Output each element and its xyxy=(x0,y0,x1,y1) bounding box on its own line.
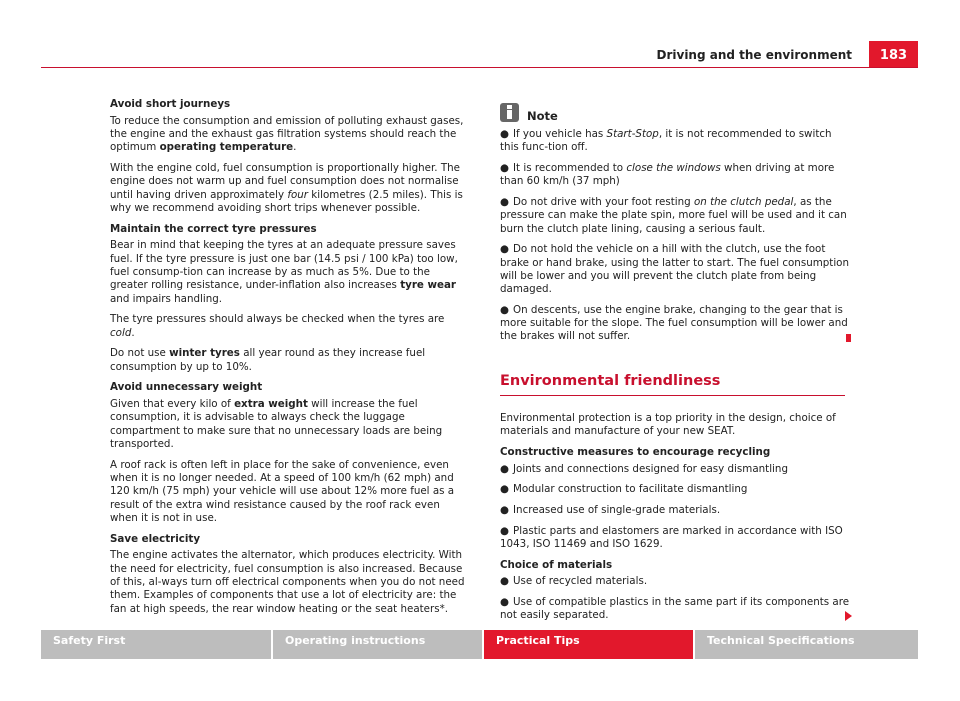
tab-operating-instructions[interactable]: Operating instructions xyxy=(273,630,484,659)
paragraph: The tyre pressures should always be checked when the tyres are cold. xyxy=(110,313,445,339)
heading-recycling: Constructive measures to encourage recycling xyxy=(500,445,771,458)
paragraph: A roof rack is often left in place for the sake of convenience, even when it is no longer needed. At a speed of 100 km/h (62 mph) and 120 km/h (75 mph) your vehicle will use about 12% more fuel as a result of the extra wind resistance caused by the roof rack even when it is not in use. xyxy=(110,458,455,524)
left-column xyxy=(110,98,465,623)
list-item: ● Joints and connections designed for easy dismantling xyxy=(500,462,788,475)
page-number: 183 xyxy=(869,41,918,67)
heading-unnecessary-weight: Avoid unnecessary weight xyxy=(110,381,263,394)
heading-save-electricity: Save electricity xyxy=(110,532,201,545)
paragraph: With the engine cold, fuel consumption is proportionally higher. The engine does not warm up and fuel consumption does not normalise until having driven approximately four kilometres (2.5 miles). This is why we recommend avoiding short trips whenever possible. xyxy=(110,162,463,214)
bullet: ● xyxy=(500,161,509,174)
list-item: ● Increased use of single-grade materials. xyxy=(500,503,721,516)
tab-practical-tips[interactable]: Practical Tips xyxy=(484,630,695,659)
bullet: ● xyxy=(500,195,509,208)
info-note-icon xyxy=(500,103,519,122)
heading-materials: Choice of materials xyxy=(500,558,613,571)
paragraph: Environmental protection is a top priority in the design, choice of materials and manufacture of your new SEAT. xyxy=(500,411,836,438)
tab-safety-first[interactable]: Safety First xyxy=(41,630,273,659)
right-column xyxy=(500,103,850,630)
bullet: ● xyxy=(500,243,509,256)
bullet: ● xyxy=(500,483,509,496)
paragraph: To reduce the consumption and emission of polluting exhaust gases, the engine and the exhaust gas filtration systems should reach the optimum operating temperature. xyxy=(110,114,464,154)
list-item: ● It is recommended to close the windows when driving at more than 60 km/h (37 mph) xyxy=(500,161,835,188)
bullet: ● xyxy=(500,575,509,588)
continue-arrow-icon xyxy=(845,611,852,621)
list-item: ● Do not hold the vehicle on a hill with the clutch, use the foot brake or hand brake, using the latter to start. The fuel consumption will be lower and you will prevent the clutch plate from being damaged. xyxy=(500,243,850,296)
list-item: ● Modular construction to facilitate dismantling xyxy=(500,483,748,496)
paragraph: Given that every kilo of extra weight will increase the fuel consumption, it is advisable to always check the luggage compartment to make sure that no unnecessary loads are being transported. xyxy=(110,398,443,450)
list-item: ● On descents, use the engine brake, changing to the gear that is more suitable for the slope. The fuel consumption will be lower and the brakes will not suffer. xyxy=(500,304,850,344)
section-underline xyxy=(500,395,845,396)
heading-tyre-pressures: Maintain the correct tyre pressures xyxy=(110,222,317,235)
bullet: ● xyxy=(500,503,509,516)
list-item: ● Use of recycled materials. xyxy=(500,575,648,588)
list-item: ● Use of compatible plastics in the same part if its components are not easily separated. xyxy=(500,596,850,623)
tab-technical-specifications[interactable]: Technical Specifications xyxy=(695,630,918,659)
list-item: ● Plastic parts and elastomers are marked in accordance with ISO 1043, ISO 11469 and ISO 1629. xyxy=(500,524,843,550)
section-title: Environmental friendliness xyxy=(500,372,721,389)
footer-nav xyxy=(41,630,918,659)
section-end-mark xyxy=(846,334,851,342)
bullet: ● xyxy=(500,128,509,140)
header-title: Driving and the environment xyxy=(656,48,852,62)
list-item: ● Do not drive with your foot resting on the clutch pedal, as the pressure can make the plate spin, more fuel will be used and it can burn the clutch plate lining, causing a serious fault. xyxy=(500,195,847,235)
bullet: ● xyxy=(500,303,509,316)
bullet: ● xyxy=(500,524,509,537)
header-rule xyxy=(41,67,918,68)
bullet: ● xyxy=(500,462,509,475)
heading-short-journeys: Avoid short journeys xyxy=(110,98,231,110)
paragraph: Do not use winter tyres all year round as they increase fuel consumption by up to 10%. xyxy=(110,347,426,373)
paragraph: The engine activates the alternator, which produces electricity. With the need for electricity, fuel consumption is also increased. Because of this, al-ways turn off electrical components when you do not need them. Examples of components that use a lot of electricity are: the fan at high speeds, the rear window heating or the seat heaters*. xyxy=(110,549,465,615)
list-item: ● If you vehicle has Start-Stop, it is not recommended to switch this func-tion off. xyxy=(500,128,832,154)
note-label: Note xyxy=(527,109,558,123)
note-header xyxy=(500,103,850,122)
bullet: ● xyxy=(500,596,509,609)
paragraph: Bear in mind that keeping the tyres at an adequate pressure saves fuel. If the tyre pressure is just one bar (14.5 psi / 100 kPa) too low, fuel consump-tion can increase by as much as 5%. Due to the greater rolling resistance, under-inflation also increases tyre wear and impairs handling. xyxy=(110,239,458,305)
